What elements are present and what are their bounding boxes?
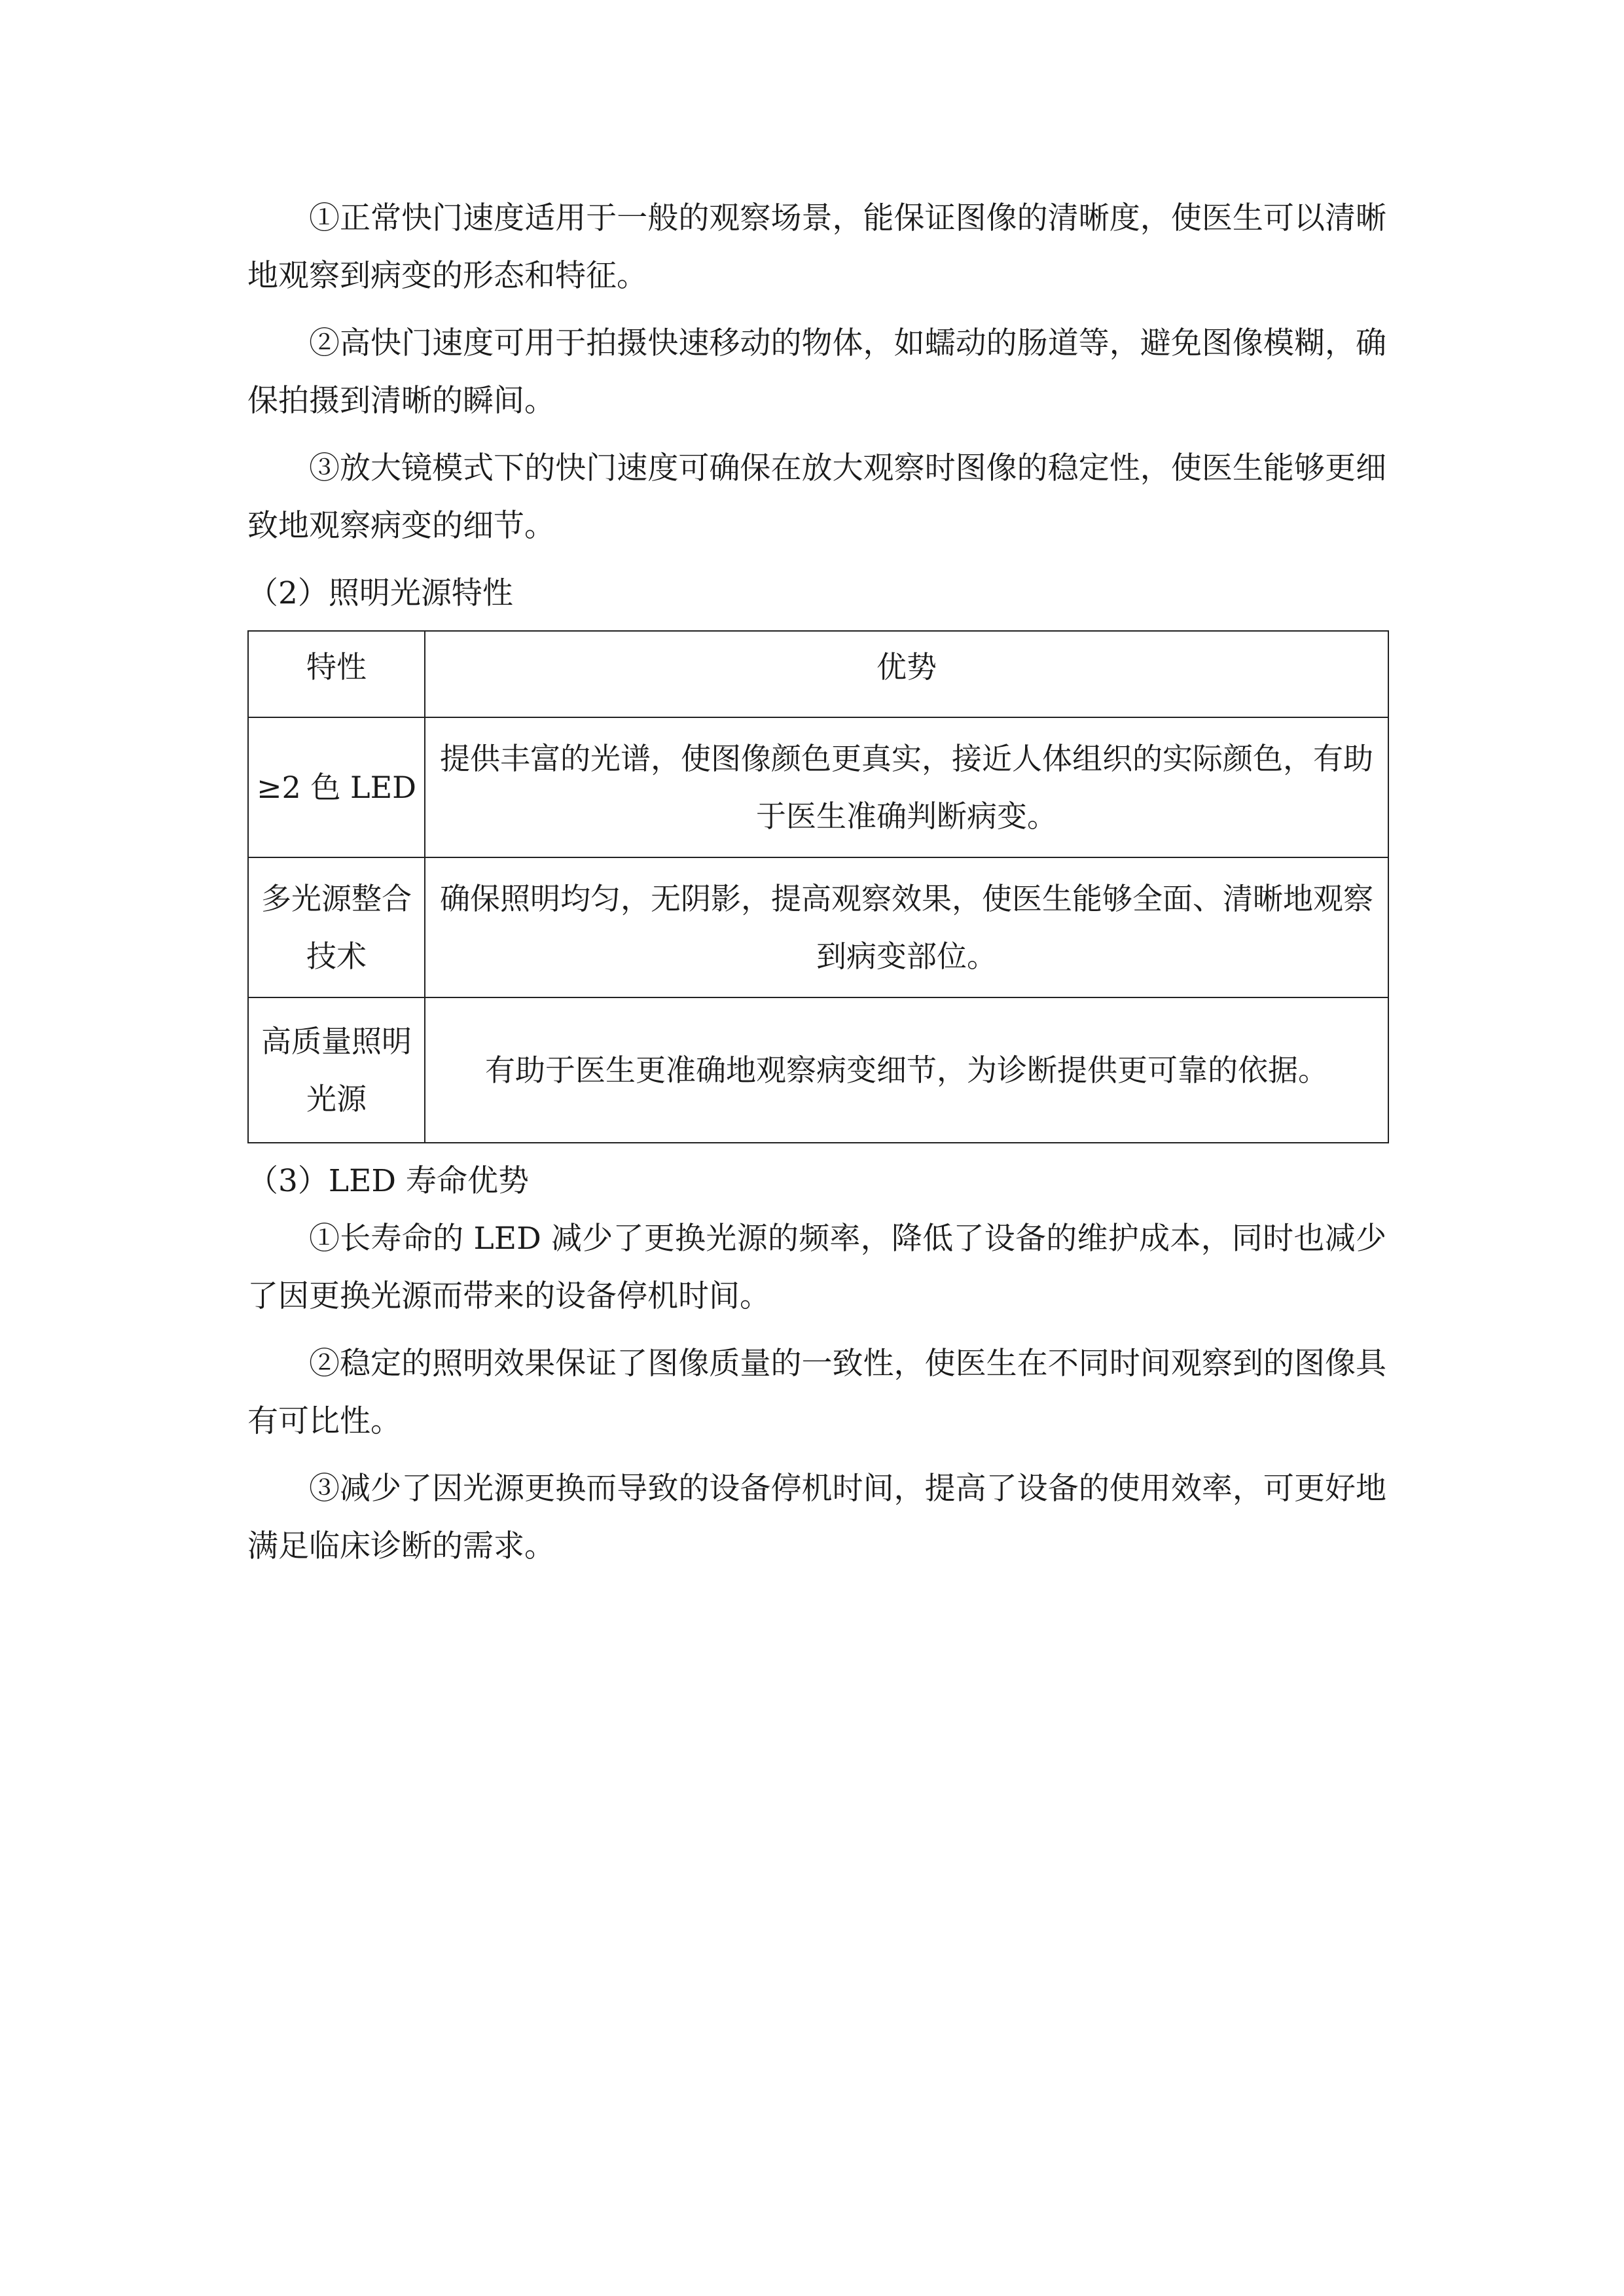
paragraph-shutter-magnifier: ③放大镜模式下的快门速度可确保在放大观察时图像的稳定性，使医生能够更细致地观察病变的细节。: [247, 450, 1386, 544]
paragraph-led-long-life: ①长寿命的 LED 减少了更换光源的频率，降低了设备的维护成本，同时也减少了因更换光源而带来的设备停机时间。: [247, 1221, 1386, 1314]
table-cell-advantage: 提供丰富的光谱，使图像颜色更真实，接近人体组织的实际颜色，有助于医生准确判断病变。: [425, 717, 1388, 857]
paragraph-led-efficiency: ③减少了因光源更换而导致的设备停机时间，提高了设备的使用效率，可更好地满足临床诊断的需求。: [247, 1471, 1386, 1564]
section-heading-led-lifespan: （3）LED 寿命优势: [247, 1163, 530, 1199]
table-header-feature: 特性: [248, 631, 425, 717]
table-cell-feature: 多光源整合技术: [248, 857, 425, 997]
paragraph-led-stable: ②稳定的照明效果保证了图像质量的一致性，使医生在不同时间观察到的图像具有可比性。: [247, 1346, 1386, 1439]
table-cell-feature: 高质量照明光源: [248, 997, 425, 1143]
table-cell-feature: ≥2 色 LED: [248, 717, 425, 857]
lighting-features-table: [247, 630, 1389, 1143]
table-row: [248, 997, 1388, 1143]
table-header-row: [248, 631, 1388, 717]
table-row: [248, 857, 1388, 997]
paragraph-shutter-high: ②高快门速度可用于拍摄快速移动的物体，如蠕动的肠道等，避免图像模糊，确保拍摄到清晰的瞬间。: [247, 325, 1386, 419]
table-header-advantage: 优势: [425, 631, 1388, 717]
table-row: [248, 717, 1388, 857]
section-heading-lighting: （2）照明光源特性: [247, 575, 513, 611]
table-cell-advantage: 确保照明均匀，无阴影，提高观察效果，使医生能够全面、清晰地观察到病变部位。: [425, 857, 1388, 997]
table-cell-advantage: 有助于医生更准确地观察病变细节，为诊断提供更可靠的依据。: [425, 997, 1388, 1143]
document-page: [247, 190, 1386, 1585]
paragraph-shutter-normal: ①正常快门速度适用于一般的观察场景，能保证图像的清晰度，使医生可以清晰地观察到病变的形态和特征。: [247, 200, 1386, 294]
